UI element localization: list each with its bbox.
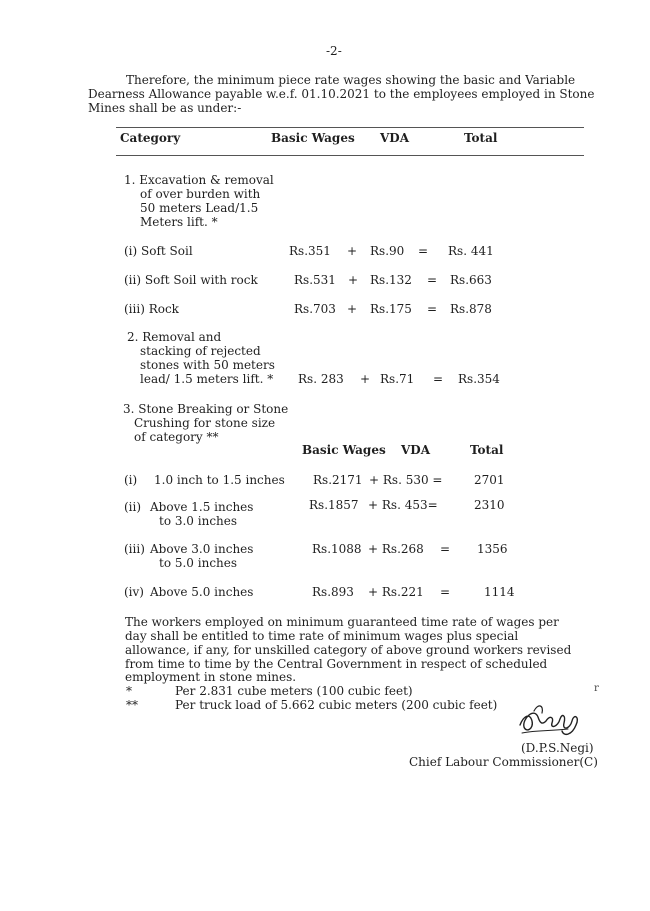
- row-equals: =: [433, 372, 444, 386]
- row-plus: +: [360, 372, 371, 386]
- signatory-designation: Chief Labour Commissioner(C): [409, 755, 598, 769]
- intro-line-1: Therefore, the minimum piece rate wages showing the basic and Variable: [126, 73, 576, 87]
- row-label: 1.0 inch to 1.5 inches: [154, 473, 285, 487]
- row-total: Rs.878: [450, 302, 492, 316]
- intro-line-3: Mines shall be as under:-: [88, 101, 242, 115]
- row-vda: Rs.175: [370, 302, 412, 316]
- footnote-text: Per 2.831 cube meters (100 cubic feet): [175, 684, 413, 698]
- row-label: Above 3.0 inches: [150, 542, 254, 556]
- table-top-rule: [116, 127, 584, 128]
- section-3-header-total: Total: [470, 443, 504, 457]
- row-vda: Rs.132: [370, 273, 412, 287]
- row-vda: + Rs. 453=: [368, 498, 438, 512]
- row-equals: =: [418, 244, 429, 258]
- row-equals: =: [440, 542, 451, 556]
- signatory-name: (D.P.S.Negi): [521, 741, 594, 755]
- row-basic: Rs.351: [289, 244, 331, 258]
- section-1-title-line: Meters lift. *: [140, 215, 218, 229]
- row-basic: Rs.2171: [313, 473, 363, 487]
- section-3-title-line: of category **: [134, 430, 219, 444]
- footnote-text: Per truck load of 5.662 cubic meters (200 cubic feet): [175, 698, 498, 712]
- row-label: (iii) Rock: [124, 302, 179, 316]
- row-vda: Rs.71: [380, 372, 415, 386]
- row-total: 2310: [474, 498, 505, 512]
- section-1-title-line: of over burden with: [140, 187, 261, 201]
- paragraph-line: The workers employed on minimum guaranteed time rate of wages per: [125, 615, 559, 629]
- row-plus: +: [347, 244, 358, 258]
- row-equals: =: [427, 302, 438, 316]
- row-total: Rs. 441: [448, 244, 494, 258]
- row-basic: Rs.893: [312, 585, 354, 599]
- row-label: to 5.0 inches: [159, 556, 238, 570]
- header-category: Category: [120, 131, 181, 145]
- row-total: Rs.354: [458, 372, 500, 386]
- row-label: (ii) Soft Soil with rock: [124, 273, 258, 287]
- section-3-title-line: Crushing for stone size: [134, 416, 276, 430]
- row-total: Rs.663: [450, 273, 492, 287]
- section-3-header-vda: VDA: [401, 443, 431, 457]
- row-vda: + Rs. 530 =: [369, 473, 443, 487]
- row-plus: +: [348, 273, 359, 287]
- header-basic-wages: Basic Wages: [271, 131, 355, 145]
- row-basic: Rs. 283: [298, 372, 344, 386]
- row-equals: =: [440, 585, 451, 599]
- section-3-title-line: 3. Stone Breaking or Stone: [123, 402, 289, 416]
- section-1-title-line: 1. Excavation & removal: [124, 173, 274, 187]
- section-2-title-line: 2. Removal and: [127, 330, 222, 344]
- intro-line-2: Dearness Allowance payable w.e.f. 01.10.2021 to the employees employed in Stone: [88, 87, 595, 101]
- header-vda: VDA: [380, 131, 410, 145]
- footnote-mark: *: [126, 684, 132, 698]
- paragraph-line: allowance, if any, for unskilled category of above ground workers revised: [125, 643, 572, 657]
- table-header-rule: [116, 155, 584, 156]
- section-2-title-line: stones with 50 meters: [140, 358, 275, 372]
- row-basic: Rs.1857: [309, 498, 359, 512]
- page-number: -2-: [326, 44, 342, 58]
- section-2-title-line: stacking of rejected: [140, 344, 261, 358]
- row-number: (iii): [124, 542, 145, 556]
- row-basic: Rs.1088: [312, 542, 362, 556]
- tick-mark: r: [594, 683, 599, 694]
- row-vda: + Rs.221: [368, 585, 424, 599]
- row-basic: Rs.703: [294, 302, 336, 316]
- row-plus: +: [347, 302, 358, 316]
- row-label: Above 1.5 inches: [150, 500, 254, 514]
- row-label: Above 5.0 inches: [150, 585, 254, 599]
- row-total: 1356: [477, 542, 508, 556]
- paragraph-line: day shall be entitled to time rate of minimum wages plus special: [125, 629, 519, 643]
- row-label: to 3.0 inches: [159, 514, 238, 528]
- row-number: (iv): [124, 585, 144, 599]
- section-3-header-basic: Basic Wages: [302, 443, 386, 457]
- paragraph-line: employment in stone mines.: [125, 670, 297, 684]
- row-total: 2701: [474, 473, 505, 487]
- row-equals: =: [427, 273, 438, 287]
- row-basic: Rs.531: [294, 273, 336, 287]
- row-vda: + Rs.268: [368, 542, 424, 556]
- row-number: (ii): [124, 500, 142, 514]
- handwritten-signature: [516, 699, 584, 739]
- row-label: (i) Soft Soil: [124, 244, 193, 258]
- paragraph-line: from time to time by the Central Government in respect of scheduled: [125, 657, 548, 671]
- row-vda: Rs.90: [370, 244, 405, 258]
- footnote-mark: **: [126, 698, 138, 712]
- row-number: (i): [124, 473, 138, 487]
- section-2-title-line: lead/ 1.5 meters lift. *: [140, 372, 274, 386]
- row-total: 1114: [484, 585, 515, 599]
- header-total: Total: [464, 131, 498, 145]
- section-1-title-line: 50 meters Lead/1.5: [140, 201, 259, 215]
